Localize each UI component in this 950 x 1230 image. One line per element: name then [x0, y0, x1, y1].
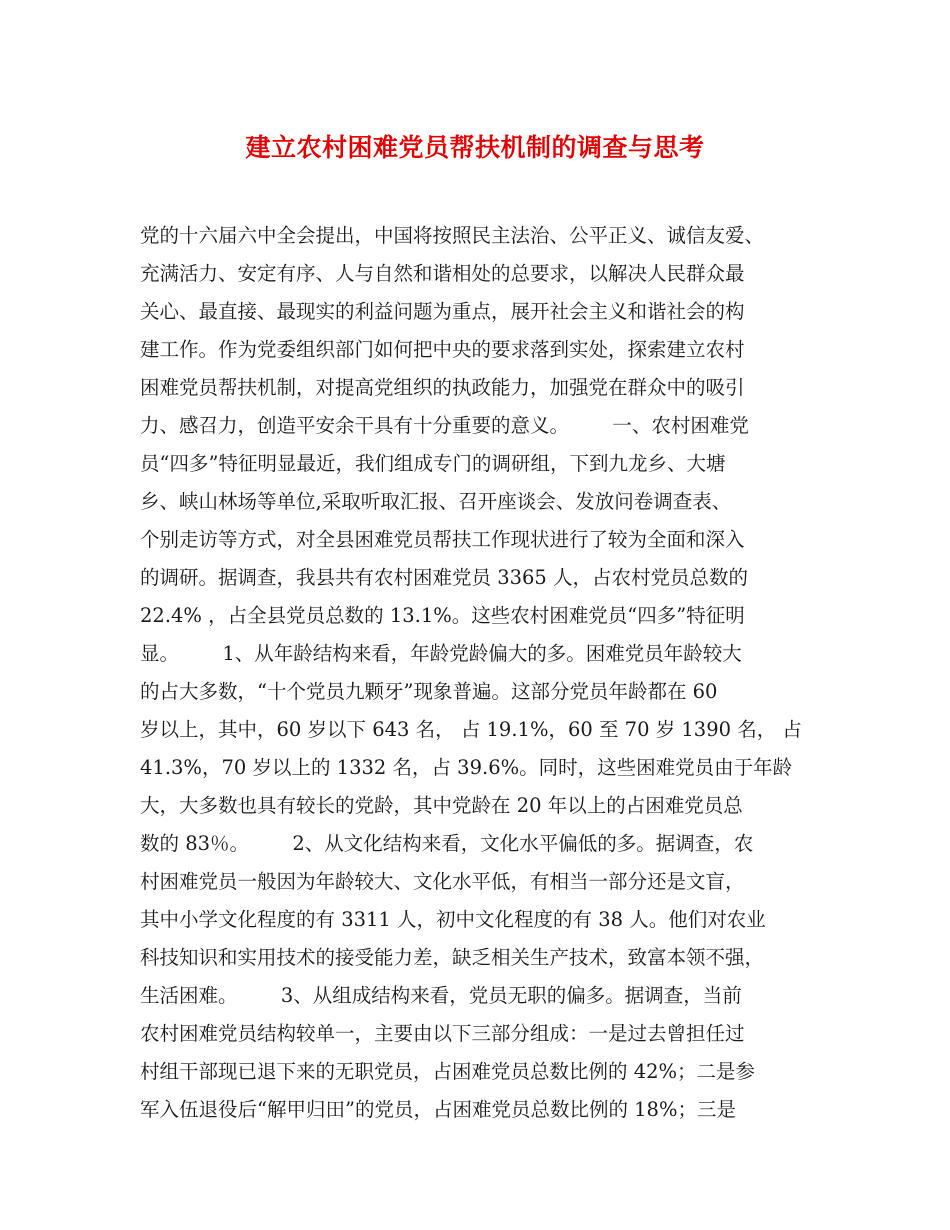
body-text-line: 个别走访等方式，对全县困难党员帮扶工作现状进行了较为全面和深入 [140, 528, 745, 551]
document-body [140, 217, 830, 1129]
body-text-line: 党的十六届六中全会提出，中国将按照民主法治、公平正义、诚信友爱、 [140, 224, 765, 247]
body-text-line: 生活困难。 3、从组成结构来看，党员无职的偏多。据调查，当前 [140, 984, 742, 1007]
body-text-line: 军入伍退役后“解甲归田”的党员，占困难党员总数比例的 18%；三是 [140, 1098, 736, 1121]
body-text-line: 显。 1、从年龄结构来看，年龄党龄偏大的多。困难党员年龄较大 [140, 642, 742, 665]
body-text-line: 农村困难党员结构较单一，主要由以下三部分组成：一是过去曾担任过 [140, 1022, 745, 1045]
body-text-line: 充满活力、安定有序、人与自然和谐相处的总要求，以解决人民群众最 [140, 262, 745, 285]
body-text-line: 大，大多数也具有较长的党龄，其中党龄在 20 年以上的占困难党员总 [140, 794, 743, 817]
body-text-line: 村困难党员一般因为年龄较大、文化水平低，有相当一部分还是文盲， [140, 870, 745, 893]
body-text-line: 其中小学文化程度的有 3311 人，初中文化程度的有 38 人。他们对农业 [140, 908, 766, 931]
body-text-line: 建工作。作为党委组织部门如何把中央的要求落到实处，探索建立农村 [140, 338, 745, 361]
body-text-line: 力、感召力，创造平安余干具有十分重要的意义。 一、农村困难党 [140, 414, 749, 437]
body-text-line: 科技知识和实用技术的接受能力差，缺乏相关生产技术，致富本领不强， [140, 946, 765, 969]
body-text-line: 员“四多”特征明显最近，我们组成专门的调研组，下到九龙乡、大塘 [140, 452, 726, 475]
body-text-line: 的占大多数，“十个党员九颗牙”现象普遍。这部分党员年龄都在 60 [140, 680, 718, 703]
document-title: 建立农村困难党员帮扶机制的调查与思考 [245, 133, 705, 162]
body-text-line: 22.4% ，占全县党员总数的 13.1%。这些农村困难党员“四多”特征明 [140, 604, 745, 627]
body-text-line: 岁以上，其中，60 岁以下 643 名， 占 19.1%，60 至 70 岁 1390 名， 占 [140, 718, 802, 741]
body-text-line: 数的 83％。 2、从文化结构来看，文化水平偏低的多。据调查，农 [140, 832, 754, 855]
body-text-line: 关心、最直接、最现实的利益问题为重点，展开社会主义和谐社会的构 [140, 300, 745, 323]
body-text-line: 的调研。据调查，我县共有农村困难党员 3365 人，占农村党员总数的 [140, 566, 749, 589]
body-text-line: 困难党员帮扶机制，对提高党组织的执政能力，加强党在群众中的吸引 [140, 376, 745, 399]
body-text-line: 乡、峡山林场等单位,采取听取汇报、召开座谈会、发放问卷调查表、 [140, 490, 732, 513]
body-text-line: 村组干部现已退下来的无职党员，占困难党员总数比例的 42%；二是参 [140, 1060, 756, 1083]
body-text-line: 41.3%，70 岁以上的 1332 名，占 39.6%。同时，这些困难党员由于年龄 [140, 756, 793, 779]
